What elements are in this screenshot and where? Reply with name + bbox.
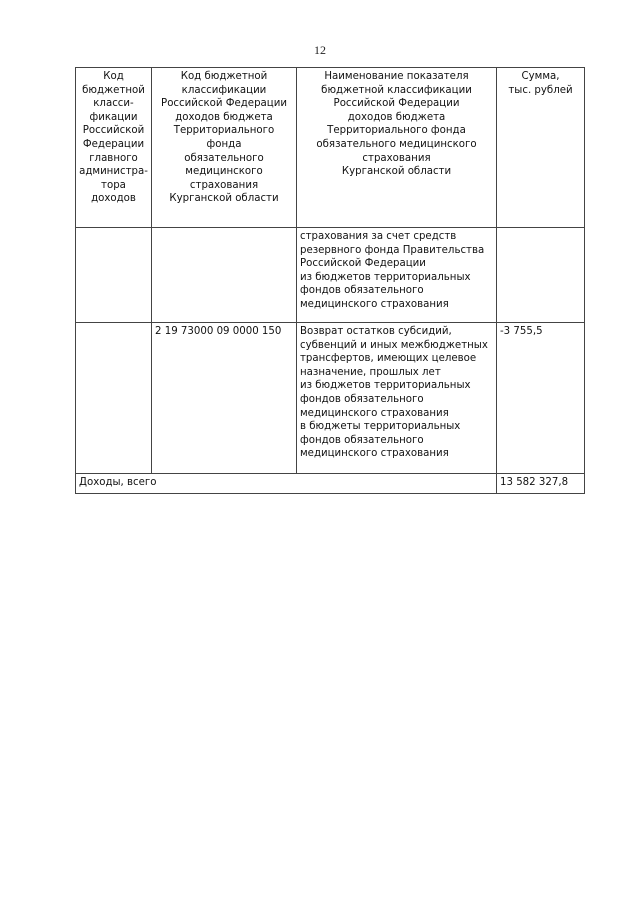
cell-indicator-name: страхования за счет средств резервного фонда Правительства Российской Федерации из бюджетов территориальных фондов обязательного медицинского страхования	[297, 228, 497, 323]
cell-indicator-name: Возврат остатков субсидий, субвенций и иных межбюджетных трансфертов, имеющих целевое назначение, прошлых лет из бюджетов территориальных фондов обязательного медицинского страхования в бюджеты территориальных фондов обязательного медицинского страхования	[297, 323, 497, 474]
table-row	[76, 228, 585, 323]
table-header-row	[76, 68, 585, 228]
cell-budget-code: 2 19 73000 09 0000 150	[152, 323, 297, 474]
cell-admin-code	[76, 323, 152, 474]
header-amount: Сумма, тыс. рублей	[497, 68, 585, 228]
header-admin-code: Код бюджетной класси- фикации Российской Федерации главного администра- тора доходов	[76, 68, 152, 228]
total-label: Доходы, всего	[76, 474, 497, 494]
cell-admin-code	[76, 228, 152, 323]
total-amount: 13 582 327,8	[497, 474, 585, 494]
table-row	[76, 323, 585, 474]
table-total-row	[76, 474, 585, 494]
cell-budget-code	[152, 228, 297, 323]
page-number: 12	[314, 43, 326, 57]
cell-amount	[497, 228, 585, 323]
cell-amount: -3 755,5	[497, 323, 585, 474]
header-indicator-name: Наименование показателя бюджетной классификации Российской Федерации доходов бюджета Территориального фонда обязательного медицинского страхования Курганской области	[297, 68, 497, 228]
revenue-table	[75, 67, 585, 494]
header-budget-code: Код бюджетной классификации Российской Федерации доходов бюджета Территориального фонда обязательного медицинского страхования Курганской области	[152, 68, 297, 228]
